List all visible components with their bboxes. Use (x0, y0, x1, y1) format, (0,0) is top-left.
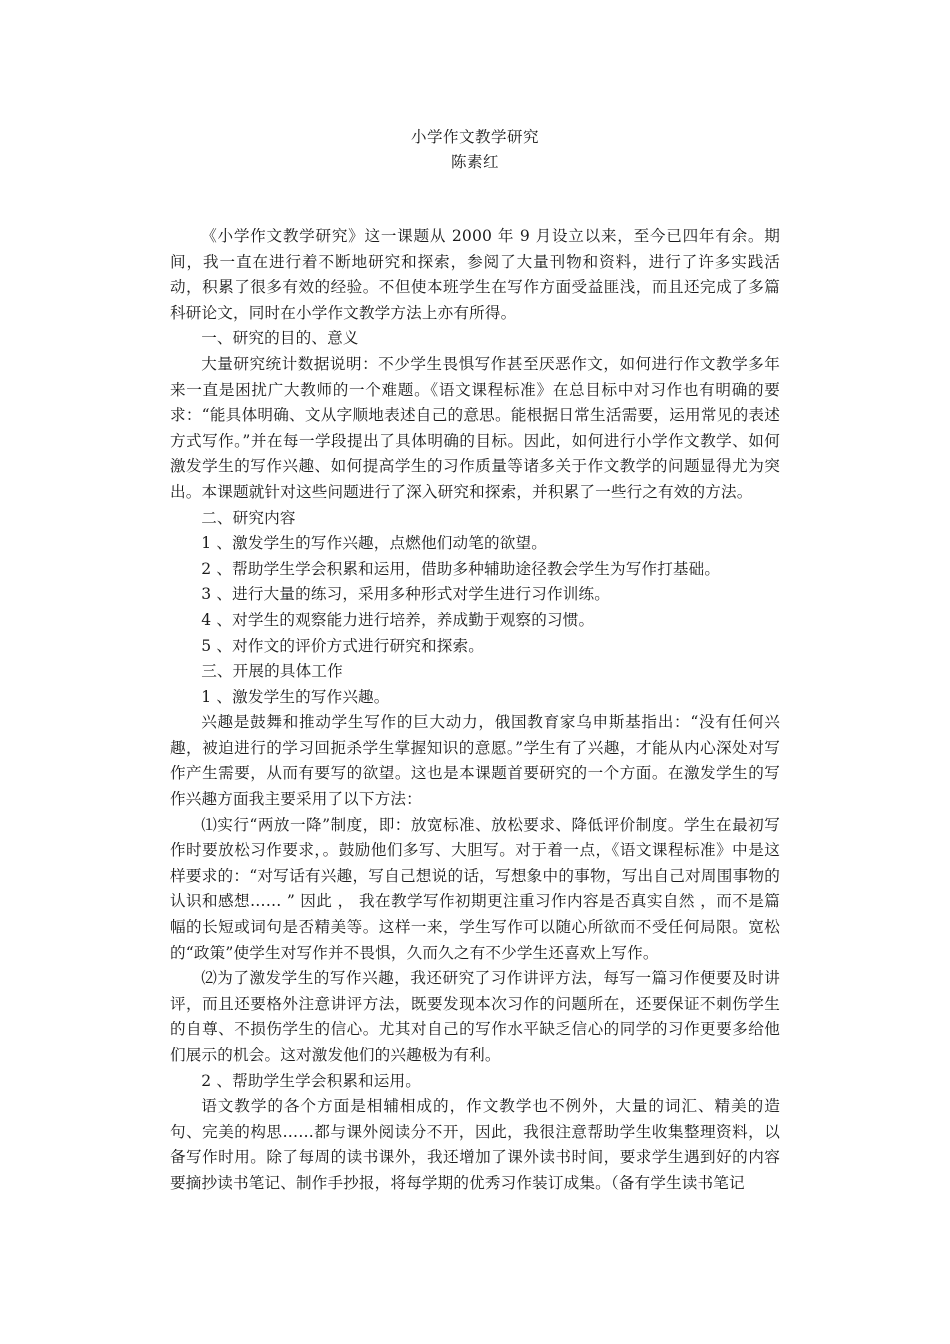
paragraph-method-2: ⑵为了激发学生的写作兴趣，我还研究了习作讲评方法，每写一篇习作便要及时讲评，而且还要格外注意讲评方法，既要发现本次习作的问题所在，还要保证不刺伤学生的自尊、不损伤学生的信心。尤其对自己的写作水平缺乏信心的同学的习作更要多给他们展示的机会。这对激发他们的兴趣极为有利。 (170, 969, 780, 1064)
paragraph-purpose: 大量研究统计数据说明：不少学生畏惧写作甚至厌恶作文，如何进行作文教学多年来一直是困扰广大教师的一个难题。《语文课程标准》在总目标中对习作也有明确的要求：“能具体明确、文从字顺地表述自己的意思。能根据日常生活需要，运用常见的表述方式写作。”并在每一学段提出了具体明确的目标。因此，如何进行小学作文教学、如何激发学生的写作兴趣、如何提高学生的习作质量等诸多关于作文教学的问题显得尤为突出。本课题就针对这些问题进行了深入研究和探索，并积累了一些行之有效的方法。 (170, 354, 780, 501)
section-heading-2: 二、研究内容 (201, 508, 296, 527)
document-author: 陈素红 (450, 153, 499, 171)
list-item: 3 、进行大量的练习，采用多种形式对学生进行习作训练。 (201, 585, 610, 604)
document-body (170, 224, 780, 1197)
list-item: 5 、对作文的评价方式进行研究和探索。 (201, 636, 485, 655)
subsection-heading: 2 、帮助学生学会积累和运用。 (201, 1071, 422, 1090)
list-item: 1 、激发学生的写作兴趣，点燃他们动笔的欲望。 (201, 534, 547, 553)
list-item: 2 、帮助学生学会积累和运用，借助多种辅助途径教会学生为写作打基础。 (201, 559, 721, 578)
paragraph-accumulation: 语文教学的各个方面是相辅相成的，作文教学也不例外，大量的词汇、精美的造句、完美的构思……都与课外阅读分不开，因此，我很注意帮助学生收集整理资料，以备写作时用。除了每周的读书课外，我还增加了课外读书时间，要求学生遇到好的内容要摘抄读书笔记、制作手抄报，将每学期的优秀习作装订成集。（备有学生读书笔记 (170, 1097, 780, 1192)
subsection-heading: 1 、激发学生的写作兴趣。 (201, 687, 390, 706)
section-heading-3: 三、开展的具体工作 (201, 662, 343, 681)
document-title: 小学作文教学研究 (410, 128, 539, 146)
list-item: 4 、对学生的观察能力进行培养，养成勤于观察的习惯。 (201, 610, 595, 629)
paragraph-interest: 兴趣是鼓舞和推动学生写作的巨大动力，俄国教育家乌申斯基指出：“没有任何兴趣，被迫进行的学习回扼杀学生掌握知识的意愿。”学生有了兴趣，才能从内心深处对写作产生需要，从而有要写的欲望。这也是本课题首要研究的一个方面。在激发学生的写作兴趣方面我主要采用了以下方法： (170, 713, 780, 809)
section-heading-1: 一、研究的目的、意义 (201, 329, 359, 348)
paragraph-intro: 《小学作文教学研究》这一课题从 2000 年 9 月设立以来，至今已四年有余。期间，我一直在进行着不断地研究和探索，参阅了大量刊物和资料，进行了许多实践活动，积累了很多有效的经验。不但使本班学生在写作方面受益匪浅，而且还完成了多篇科研论文，同时在小学作文教学方法上亦有所得。 (170, 227, 780, 322)
paragraph-method-1: ⑴实行“两放一降”制度，即：放宽标准、放松要求、降低评价制度。学生在最初写作时要放松习作要求，。鼓励他们多写、大胆写。对于着一点，《语文课程标准》中是这样要求的：“对写话有兴趣，写自己想说的话，写想象中的事物，写出自己对周围事物的认识和感想…… ” 因此 ， 我在教学写作初期更注重习作内容是否真实自然 ，而不是篇幅的长短或词句是否精美等。这样一来，学生写作可以随心所欲而不受任何局限。宽松的“政策”使学生对写作并不畏惧，久而久之有不少学生还喜欢上写作。 (170, 815, 780, 962)
